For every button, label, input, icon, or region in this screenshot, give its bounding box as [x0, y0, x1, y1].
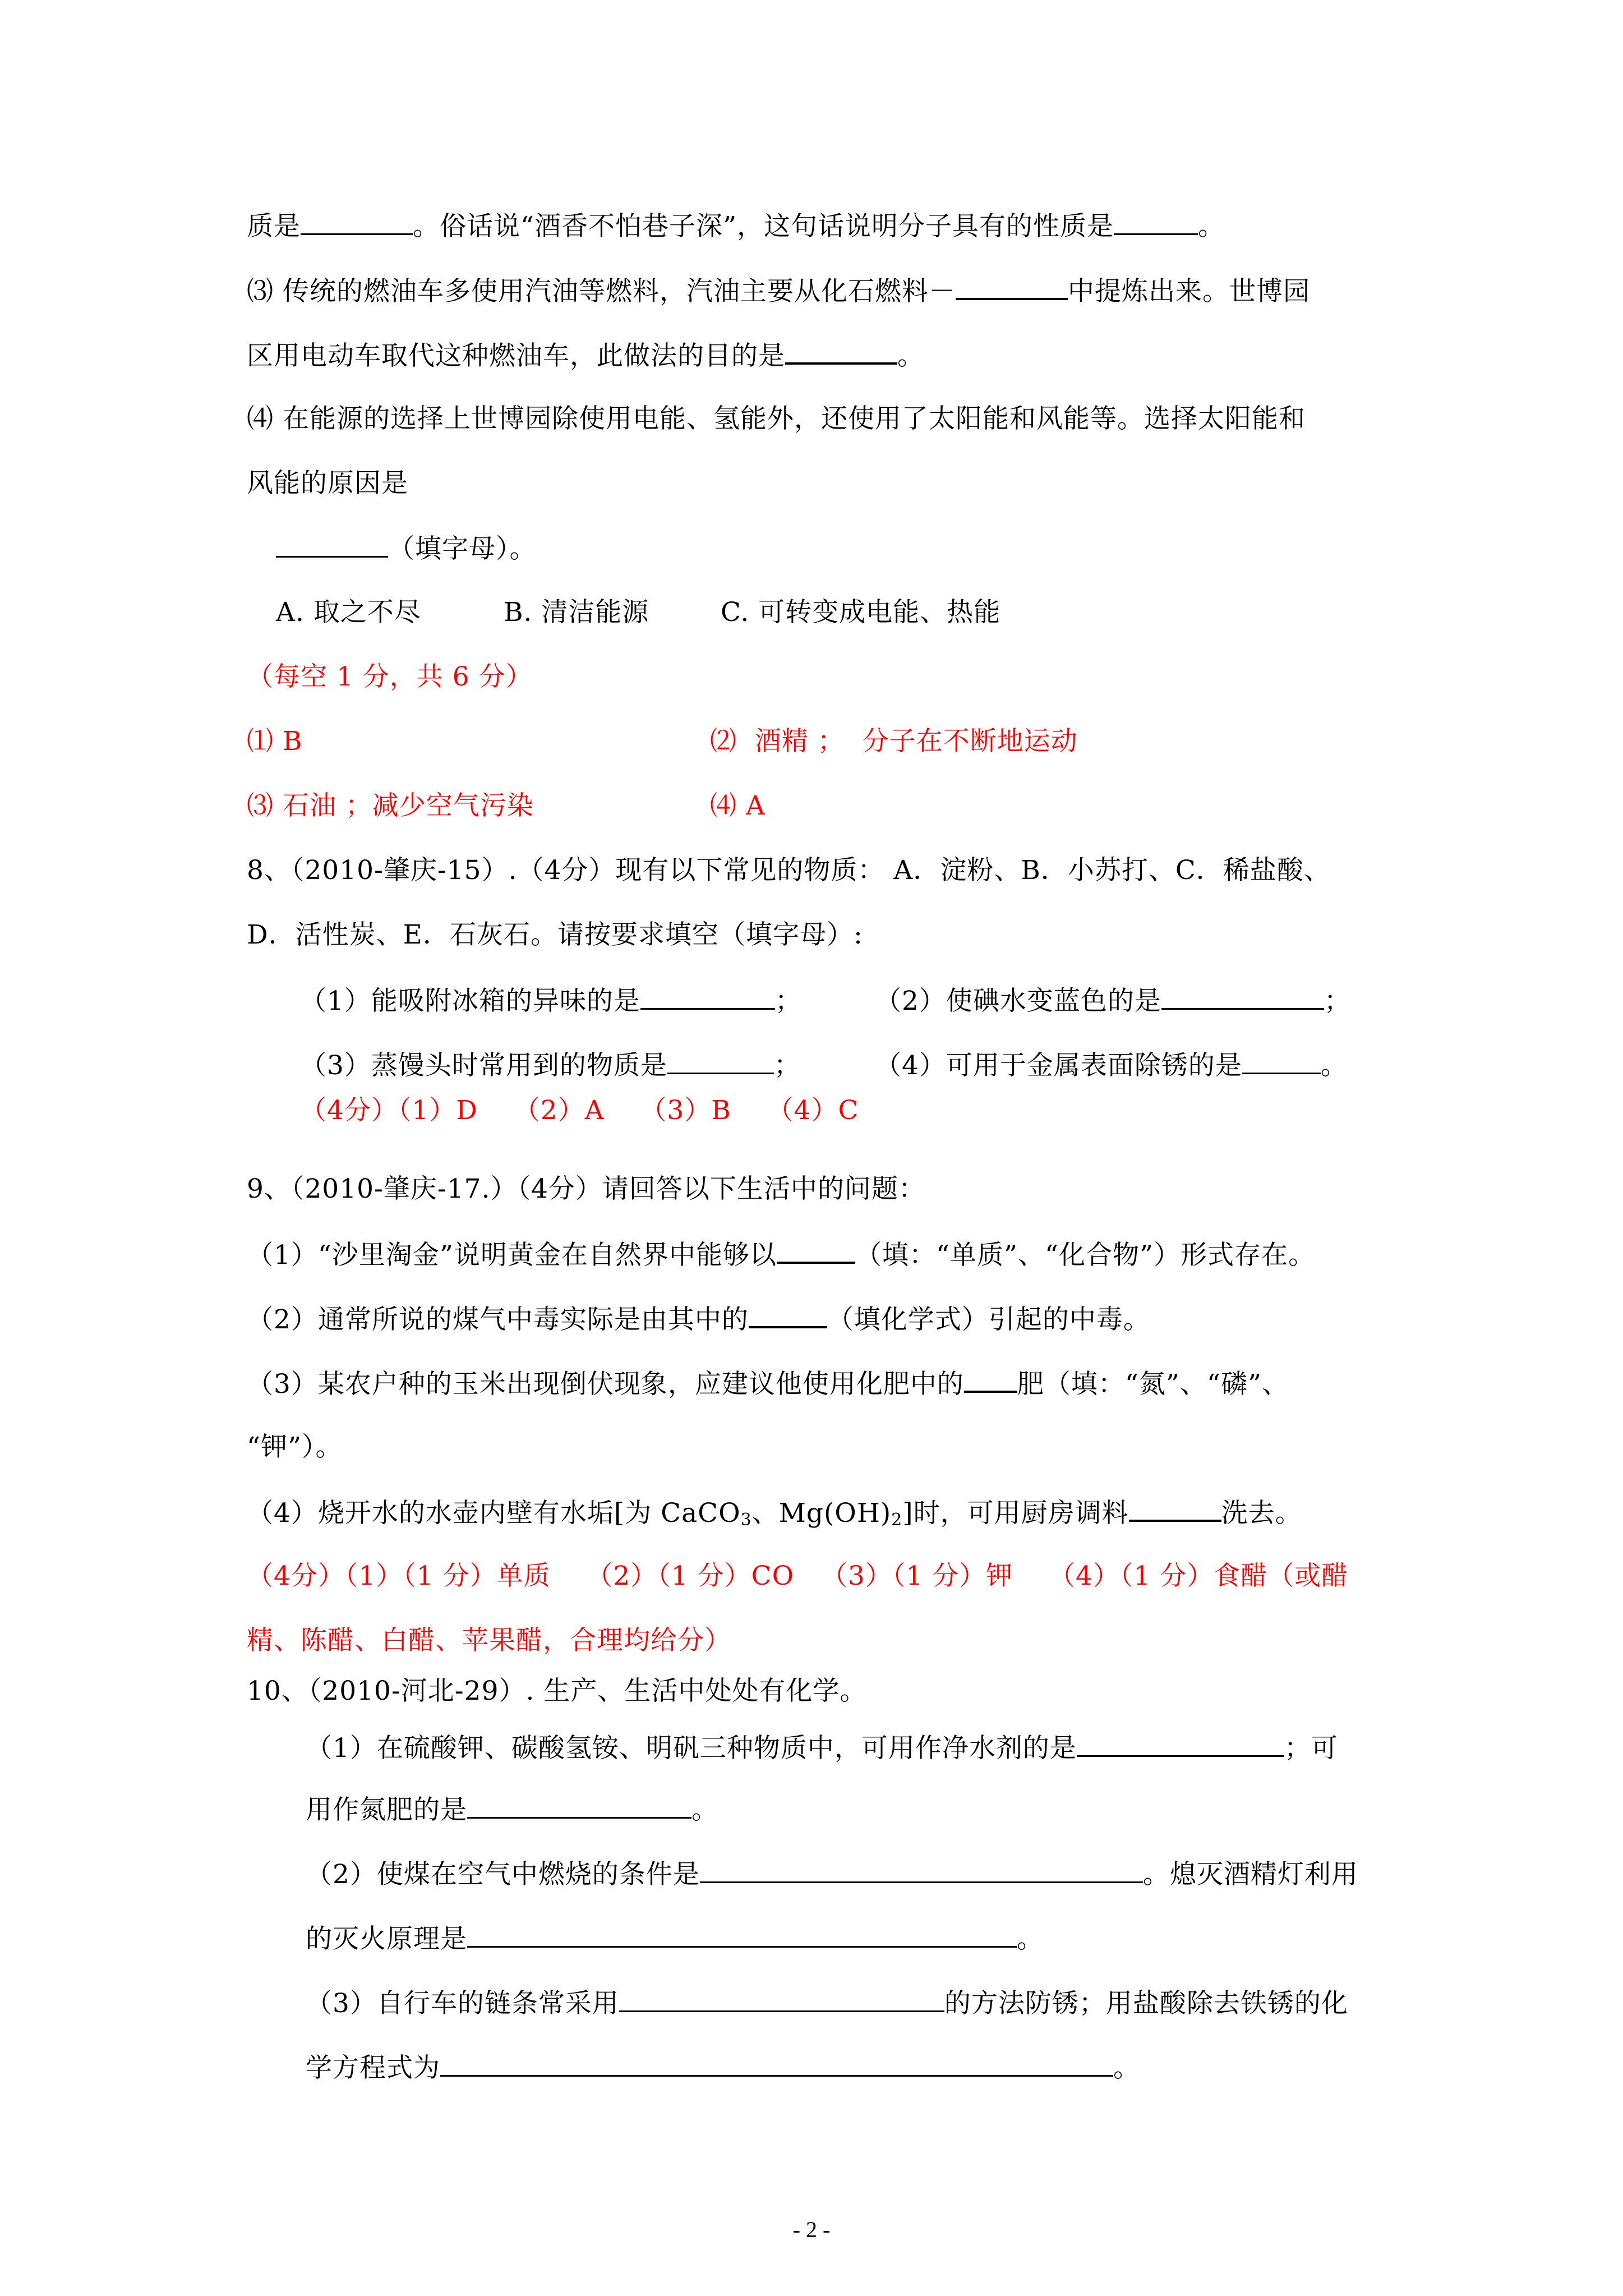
answer-blank[interactable]: [467, 1792, 691, 1819]
text: （4）可用于金属表面除锈的是: [875, 1050, 1242, 1081]
text: 。: [897, 341, 924, 371]
text: ]时，可用厨房调料: [902, 1498, 1129, 1529]
question-9-item: [247, 1366, 1289, 1401]
question-10-item: [306, 2050, 1140, 2085]
text: 。: [691, 1795, 718, 1825]
question-8-item: [875, 1048, 1348, 1083]
answer-blank[interactable]: [749, 1301, 827, 1328]
text-line: 风能的原因是: [247, 468, 408, 499]
text: 。: [1320, 1050, 1348, 1081]
text: （填化学式）引起的中毒。: [827, 1304, 1150, 1335]
text: （2）使煤在空气中燃烧的条件是: [306, 1859, 700, 1890]
question-9-stem: 9、（2010-肇庆-17.）（4分）请回答以下生活中的问题：: [247, 1174, 925, 1204]
answer-blank[interactable]: [467, 1921, 1017, 1948]
option-a: A. 取之不尽: [276, 597, 421, 628]
text: ；: [1324, 986, 1351, 1016]
text: （3）自行车的链条常采用: [306, 1988, 619, 2019]
answer-blank[interactable]: [1129, 1495, 1221, 1522]
answer-blank[interactable]: [785, 338, 897, 365]
answer-3: ⑶ 石油 ；减少空气污染: [247, 790, 534, 821]
text: ；可: [1284, 1733, 1338, 1764]
text: ；: [773, 1050, 801, 1081]
question-10-item: [306, 1792, 718, 1827]
answer-blank[interactable]: [964, 1366, 1017, 1393]
answer-blank[interactable]: [1242, 1048, 1321, 1074]
answer-4: ⑷ A: [710, 790, 766, 821]
text-line: [247, 209, 1225, 243]
question-8-item: [300, 983, 802, 1018]
question-9-item: [247, 1237, 1315, 1272]
text: （1）在硫酸钾、碳酸氢铵、明矾三种物质中，可用作净水剂的是: [306, 1733, 1077, 1764]
text: 用作氮肥的是: [306, 1795, 467, 1825]
page-number: - 2 -: [792, 2217, 831, 2242]
text: （2）通常所说的煤气中毒实际是由其中的: [247, 1304, 749, 1335]
text: 。俗话说“酒香不怕巷子深”，这句话说明分子具有的性质是: [413, 211, 1114, 242]
text: （3）某农户种的玉米出现倒伏现象，应建议他使用化肥中的: [247, 1369, 964, 1400]
question-9-item: [247, 1301, 1150, 1337]
answer-blank[interactable]: [667, 1048, 774, 1074]
subscript: 3: [740, 1510, 752, 1530]
text: （填字母）。: [388, 533, 537, 564]
option-c: C. 可转变成电能、热能: [721, 597, 1001, 628]
text: ⑶ 传统的燃油车多使用汽油等燃料，汽油主要从化石燃料－: [247, 276, 956, 307]
question-10-item: [306, 1921, 1044, 1956]
question-10-item: [306, 1731, 1338, 1765]
question-8-item: [300, 1048, 801, 1083]
question-8-stem: D．活性炭、E．石灰石。请按要求填空（填字母）:: [247, 919, 863, 950]
question-10-stem: 10、（2010-河北-29）. 生产、生活中处处有化学。: [247, 1676, 867, 1706]
answer-2: ⑵ 酒精 ； 分子在不断地运动: [710, 726, 1078, 757]
text: 。: [1198, 211, 1225, 242]
question-10-item: [306, 1857, 1358, 1892]
answer-blank[interactable]: [956, 273, 1068, 300]
answer-1: ⑴ B: [247, 726, 303, 757]
text: 。熄灭酒精灯利用: [1142, 1859, 1358, 1890]
text: 肥（填：“氮”、“磷”、: [1017, 1369, 1289, 1400]
text-line: [247, 338, 924, 373]
answer-score: （每空 1 分，共 6 分）: [247, 661, 533, 692]
text: 中提炼出来。世博园: [1067, 276, 1310, 307]
text-line: [247, 273, 1310, 309]
text: 。: [1113, 2053, 1140, 2083]
text: 质是: [247, 211, 301, 242]
question-10-item: [306, 1986, 1348, 2021]
question-9-item: [247, 1495, 1302, 1530]
text-line: [276, 531, 537, 566]
text: 的方法防锈；用盐酸除去铁锈的化: [944, 1988, 1348, 2019]
answer-blank[interactable]: [1077, 1731, 1284, 1757]
subscript: 2: [891, 1510, 903, 1530]
question-8-stem: 8、（2010-肇庆-15）.（4分）现有以下常见的物质： A．淀粉、B．小苏打、C．稀盐酸、: [247, 855, 1331, 886]
answer-blank[interactable]: [700, 1857, 1143, 1883]
text: （填：“单质”、“化合物”）形式存在。: [855, 1240, 1316, 1271]
text: （2）使碘水变蓝色的是: [875, 986, 1161, 1016]
text-line: ⑷ 在能源的选择上世博园除使用电能、氢能外，还使用了太阳能和风能等。选择太阳能和: [247, 403, 1306, 434]
text: 洗去。: [1221, 1498, 1302, 1529]
answer-blank[interactable]: [619, 1986, 944, 2012]
question-9-item: “钾”）。: [247, 1432, 343, 1462]
question-8-item: [875, 983, 1351, 1018]
text: 的灭火原理是: [306, 1924, 467, 1954]
text: （1）“沙里淘金”说明黄金在自然界中能够以: [247, 1240, 777, 1271]
answer-9: （4分）（1）（1 分）单质 （2）（1 分）CO （3）（1 分）钾 （4）（1 分）食醋（或醋: [247, 1561, 1349, 1591]
answer-blank[interactable]: [301, 209, 413, 235]
answer-blank[interactable]: [777, 1237, 855, 1264]
text: 学方程式为: [306, 2053, 440, 2083]
text: ；: [774, 986, 802, 1016]
text: （1）能吸附冰箱的异味的是: [300, 986, 640, 1016]
answer-8: （4分）（1）D （2）A （3）B （4）C: [300, 1095, 859, 1126]
text: （3）蒸馒头时常用到的物质是: [300, 1050, 667, 1081]
text: 、Mg(OH): [751, 1498, 892, 1529]
answer-blank[interactable]: [440, 2050, 1113, 2077]
text: （4）烧开水的水壶内壁有水垢[为 CaCO: [247, 1498, 741, 1529]
answer-blank[interactable]: [276, 531, 388, 558]
option-b: B. 清洁能源: [504, 597, 649, 628]
answer-blank[interactable]: [640, 983, 775, 1010]
answer-blank[interactable]: [1161, 983, 1324, 1010]
text: 区用电动车取代这种燃油车，此做法的目的是: [247, 341, 785, 371]
text: 。: [1017, 1924, 1044, 1954]
answer-blank[interactable]: [1114, 209, 1198, 235]
answer-9: 精、陈醋、白醋、苹果醋，合理均给分）: [247, 1625, 731, 1656]
